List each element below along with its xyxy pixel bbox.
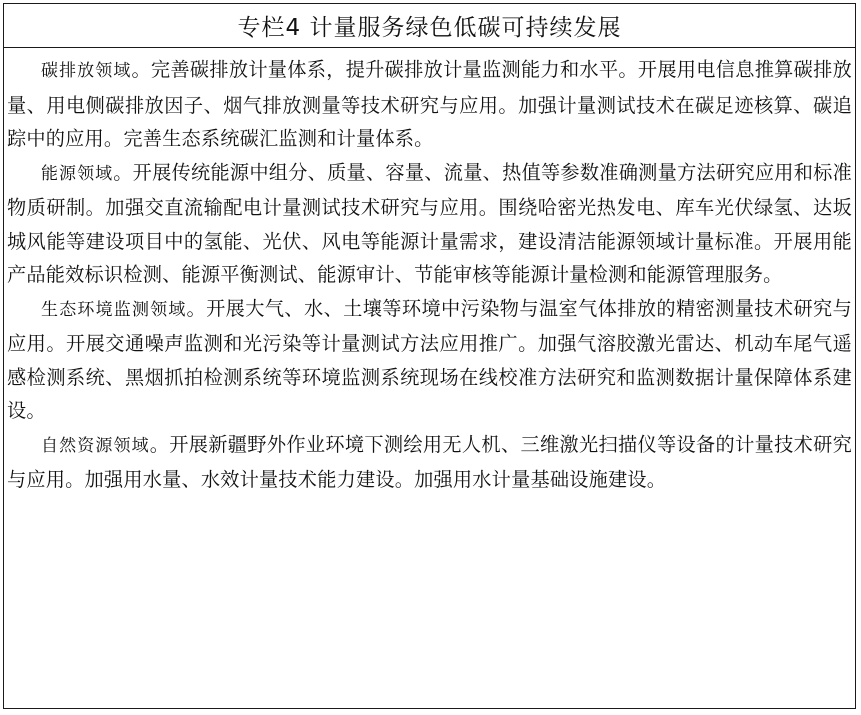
paragraph-text: 。开展新疆野外作业环境下测绘用无人机、三维激光扫描仪等设备的计量技术研究与应用。加强用水量、水效计量技术能力建设。加强用水计量基础设施建设。: [7, 432, 853, 491]
paragraph-carbon-emission: [7, 53, 852, 156]
paragraph-eco-monitoring: [7, 292, 852, 428]
column-box: [3, 3, 856, 709]
column-title: 专栏4 计量服务绿色低碳可持续发展: [4, 4, 855, 48]
column-body: [4, 48, 855, 497]
paragraph-lead: 碳排放领域: [41, 61, 132, 81]
paragraph-text: 。完善碳排放计量体系，提升碳排放计量监测能力和水平。开展用电信息推算碳排放量、用电侧碳排放因子、烟气排放测量等技术研究与应用。加强计量测试技术在碳足迹核算、碳追踪中的应用。完善生态系统碳汇监测和计量体系。: [7, 58, 852, 150]
paragraph-text: 。开展大气、水、土壤等环境中污染物与温室气体排放的精密测量技术研究与应用。开展交通噪声监测和光污染等计量测试方法应用推广。加强气溶胶激光雷达、机动车尾气遥感检测系统、黑烟抓拍检测系统等环境监测系统现场在线校准方法研究和监测数据计量保障体系建设。: [7, 296, 852, 422]
paragraph-energy: [7, 156, 852, 292]
paragraph-text: 。开展传统能源中组分、质量、容量、流量、热值等参数准确测量方法研究应用和标准物质研制。加强交直流输配电计量测试技术研究与应用。围绕哈密光热发电、库车光伏绿氢、达坂城风能等建设项目中的氢能、光伏、风电等能源计量需求，建设清洁能源领域计量标准。开展用能产品能效标识检测、能源平衡测试、能源审计、节能审核等能源计量检测和能源管理服务。: [7, 160, 853, 286]
paragraph-natural-resources: [7, 428, 852, 497]
paragraph-lead: 能源领域: [41, 163, 114, 184]
paragraph-lead: 生态环境监测领域: [41, 299, 187, 320]
paragraph-lead: 自然资源领域: [41, 435, 150, 456]
